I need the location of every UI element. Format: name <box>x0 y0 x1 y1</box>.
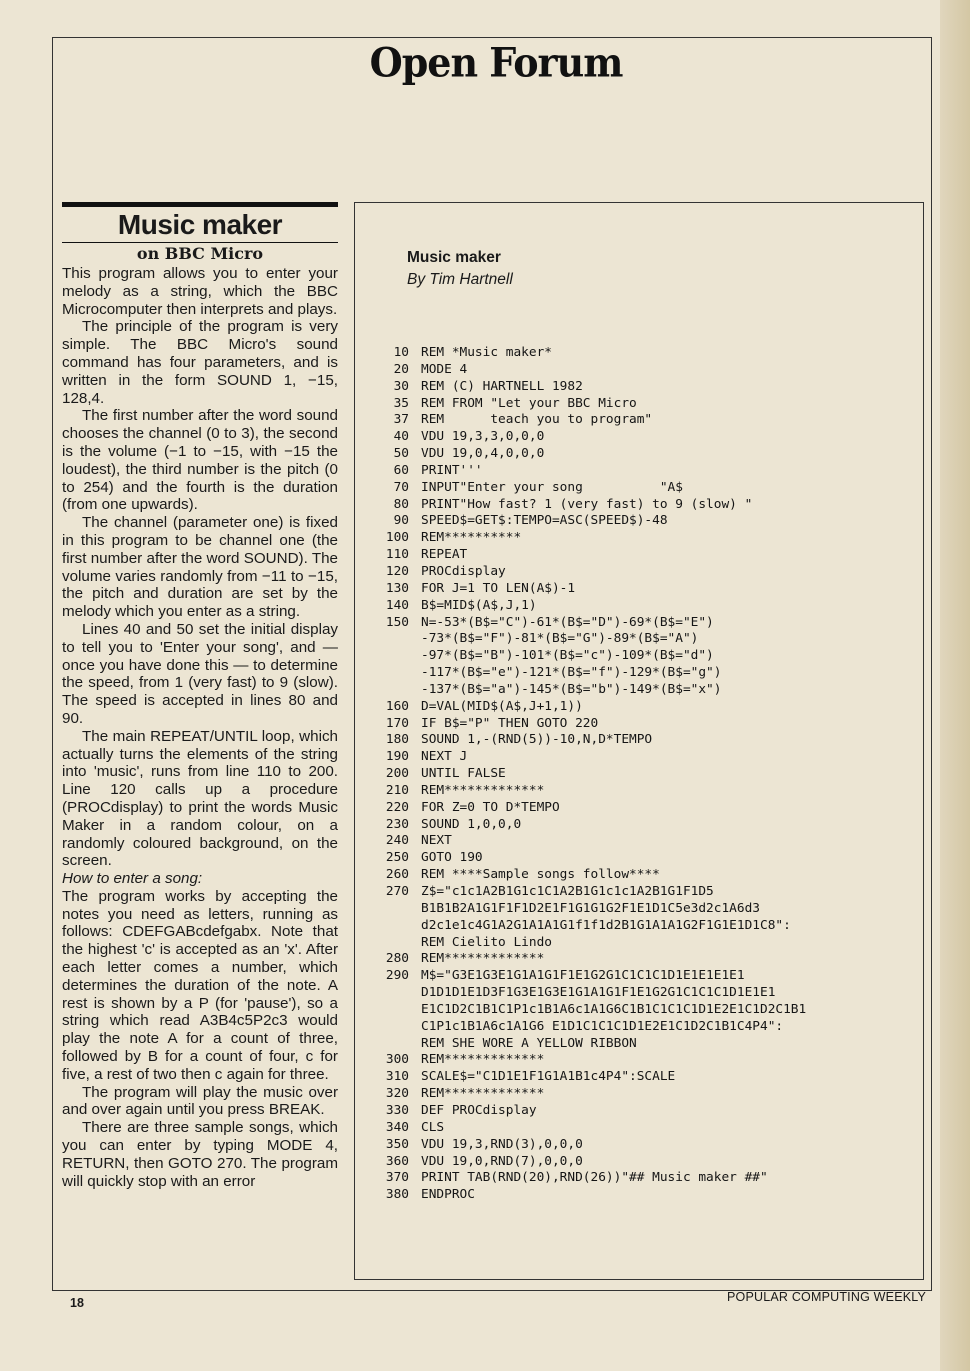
code-line <box>369 547 925 564</box>
code-line <box>369 918 925 935</box>
line-number <box>369 1019 421 1036</box>
line-number: 360 <box>385 1153 409 1169</box>
code-line <box>369 783 925 800</box>
statement: CLS <box>421 1119 445 1135</box>
article-paragraph: The principle of the program is very simple. The BBC Micro's sound command has four parameters, and is written in the form SOUND 1, −15, 128,4. <box>62 318 338 407</box>
article-subtitle: on BBC Micro <box>136 244 264 263</box>
line-number: 220 <box>385 799 409 815</box>
article-paragraph: The main REPEAT/UNTIL loop, which actually turns the elements of the string into 'music', runs from line 110 to 200. Line 120 calls up a procedure (PROCdisplay) to print the words Music Maker in a random colour, on a randomly coloured background, on the screen. <box>62 727 338 870</box>
statement: VDU 19,0,4,0,0,0 <box>421 446 545 462</box>
line-number: 190 <box>385 749 409 765</box>
listing-author: By Tim Hartnell <box>407 271 513 288</box>
statement: REM************* <box>421 951 545 967</box>
article-paragraph: The program will play the music over and over again until you press BREAK. <box>62 1083 338 1119</box>
code-line <box>369 935 925 952</box>
statement: REM************* <box>421 1052 545 1068</box>
line-number: 150 <box>385 614 409 630</box>
line-number: 35 <box>393 395 409 411</box>
line-number: 200 <box>385 766 409 782</box>
article-column <box>62 202 338 1190</box>
code-line <box>369 1137 925 1154</box>
code-line <box>369 867 925 884</box>
article-paragraph: The program works by accepting the notes you need as letters, running as follows: CDEFGABcdefgabx. Note that the highest 'c' is accepted as an 'x'. After each letter comes a number, which determines the duration of the note. A rest is shown by a P (for 'pause'), so a string which read A3B4c5P2c3 would play the note A for a count of three, followed by B for a count of four, c for five, a rest of two then c again for three. <box>62 887 338 1083</box>
code-line <box>369 379 925 396</box>
code-line <box>369 749 925 766</box>
statement: Z$="c1c1A2B1G1c1C1A2B1G1c1c1A2B1G1F1D5 <box>421 884 714 899</box>
line-number: 30 <box>393 378 409 394</box>
statement: REM Cielito Lindo <box>421 934 552 950</box>
code-line <box>369 968 925 985</box>
line-number: 100 <box>385 530 409 546</box>
line-number <box>369 631 421 648</box>
code-line <box>369 497 925 514</box>
statement: E1C1D2C1B1C1P1c1B1A6c1A1G6C1B1C1C1C1D1E2E1C1D2C1B1 <box>421 1001 807 1017</box>
line-number <box>369 1002 421 1019</box>
statement: REM ****Sample songs follow**** <box>421 867 660 883</box>
code-line <box>369 1002 925 1019</box>
line-number: 50 <box>393 446 409 462</box>
code-line <box>369 648 925 665</box>
code-line <box>369 1170 925 1187</box>
line-number: 20 <box>393 361 409 377</box>
line-number: 300 <box>385 1052 409 1068</box>
statement: ENDPROC <box>421 1187 475 1203</box>
statement: REM (C) HARTNELL 1982 <box>421 378 583 394</box>
statement: REM************* <box>421 1086 545 1102</box>
code-line <box>369 513 925 530</box>
line-number <box>369 935 421 952</box>
line-number: 230 <box>385 816 409 832</box>
statement: PROCdisplay <box>421 563 506 579</box>
line-number: 260 <box>385 867 409 883</box>
statement: FOR J=1 TO LEN(A$)-1 <box>421 580 576 596</box>
program-listing-box <box>354 202 924 1280</box>
code-line <box>369 884 925 901</box>
page-edge <box>940 0 970 1371</box>
code-line <box>369 1120 925 1137</box>
line-number: 170 <box>385 715 409 731</box>
code-line <box>369 901 925 918</box>
article-body <box>62 265 338 1190</box>
line-number: 250 <box>385 850 409 866</box>
line-number: 330 <box>385 1102 409 1118</box>
article-paragraph: Lines 40 and 50 set the initial display to tell you to 'Enter your song', and — once you have done this — to determine the speed, from 1 (very fast) to 9 (slow). The speed is accepted in lines 80 and 90. <box>62 620 338 727</box>
statement: SOUND 1,-(RND(5))-10,N,D*TEMPO <box>421 732 653 748</box>
line-number: 140 <box>385 597 409 613</box>
code-line <box>369 1069 925 1086</box>
code-line <box>369 716 925 733</box>
publication-name: POPULAR COMPUTING WEEKLY <box>727 1290 927 1304</box>
statement: REPEAT <box>421 547 468 563</box>
article-subhead: How to enter a song: <box>62 870 203 888</box>
code-line <box>369 412 925 429</box>
statement: N=-53*(B$="C")-61*(B$="D")-69*(B$="E") <box>421 614 714 630</box>
line-number <box>369 648 421 665</box>
line-number: 350 <box>385 1136 409 1152</box>
statement: D=VAL(MID$(A$,J+1,1)) <box>421 698 583 714</box>
line-number <box>369 682 421 699</box>
line-number: 290 <box>385 968 409 984</box>
code-line <box>369 581 925 598</box>
line-number: 10 <box>393 345 409 360</box>
line-number: 90 <box>393 513 409 529</box>
statement: GOTO 190 <box>421 850 483 866</box>
article-title: Music maker <box>62 209 338 243</box>
code-line <box>369 446 925 463</box>
code-line <box>369 833 925 850</box>
code-line <box>369 463 925 480</box>
statement: -73*(B$="F")-81*(B$="G")-89*(B$="A") <box>421 631 699 647</box>
line-number <box>369 1036 421 1053</box>
line-number: 320 <box>385 1086 409 1102</box>
code-line <box>369 665 925 682</box>
line-number <box>369 918 421 935</box>
statement: IF B$="P" THEN GOTO 220 <box>421 715 599 731</box>
statement: D1D1D1E1D3F1G3E1G3E1G1A1G1F1E1G2G1C1C1C1D1E1E1 <box>421 985 776 1001</box>
statement: -97*(B$="B")-101*(B$="c")-109*(B$="d") <box>421 648 714 664</box>
code-line <box>369 564 925 581</box>
line-number <box>369 985 421 1002</box>
code-line <box>369 631 925 648</box>
code-line <box>369 766 925 783</box>
line-number: 340 <box>385 1119 409 1135</box>
line-number: 270 <box>385 884 409 899</box>
section-title: Open Forum <box>369 38 623 87</box>
statement: SOUND 1,0,0,0 <box>421 816 522 832</box>
line-number: 180 <box>385 732 409 748</box>
line-number <box>369 665 421 682</box>
line-number: 160 <box>385 698 409 714</box>
article-paragraph: There are three sample songs, which you can enter by typing MODE 4, RETURN, then GOTO 270. The program will quickly stop with an error <box>62 1119 338 1190</box>
statement: VDU 19,0,RND(7),0,0,0 <box>421 1153 583 1169</box>
code-line <box>369 1052 925 1069</box>
statement: PRINT"How fast? 1 (very fast) to 9 (slow) " <box>421 496 753 512</box>
statement: VDU 19,3,RND(3),0,0,0 <box>421 1136 583 1152</box>
statement: B$=MID$(A$,J,1) <box>421 597 537 613</box>
code-listing <box>369 345 925 1204</box>
article-paragraph: The channel (parameter one) is fixed in this program to be channel one (the first number after the word SOUND). The volume varies randomly from −11 to −15, the pitch and duration are set by the melody which you enter as a string. <box>62 514 338 621</box>
code-line <box>369 1103 925 1120</box>
statement: SPEED$=GET$:TEMPO=ASC(SPEED$)-48 <box>421 513 668 529</box>
line-number: 60 <box>393 462 409 478</box>
code-line <box>369 1036 925 1053</box>
statement: C1P1c1B1A6c1A1G6 E1D1C1C1C1D1E2E1C1D2C1B1C4P4": <box>421 1018 784 1034</box>
title-rule <box>62 202 338 207</box>
code-line <box>369 362 925 379</box>
code-line <box>369 1086 925 1103</box>
code-line <box>369 530 925 547</box>
code-line <box>369 345 925 362</box>
statement: INPUT"Enter your song "A$ <box>421 479 683 495</box>
statement: d2c1e1c4G1A2G1A1A1G1f1f1d2B1G1A1A1G2F1G1E1D1C8": <box>421 917 791 933</box>
line-number: 110 <box>385 547 409 563</box>
statement: DEF PROCdisplay <box>421 1102 537 1118</box>
page-number: 18 <box>70 1296 84 1310</box>
statement: PRINT TAB(RND(20),RND(26))"## Music maker ##" <box>421 1170 768 1186</box>
code-line <box>369 817 925 834</box>
code-line <box>369 1154 925 1171</box>
statement: SCALE$="C1D1E1F1G1A1B1c4P4":SCALE <box>421 1069 676 1085</box>
line-number: 80 <box>393 496 409 512</box>
listing-title: Music maker <box>407 249 501 266</box>
statement: REM *Music maker* <box>421 345 552 360</box>
line-number: 310 <box>385 1069 409 1085</box>
statement: REM SHE WORE A YELLOW RIBBON <box>421 1035 637 1051</box>
code-line <box>369 699 925 716</box>
statement: FOR Z=0 TO D*TEMPO <box>421 799 560 815</box>
line-number: 370 <box>385 1170 409 1186</box>
line-number: 37 <box>393 412 409 428</box>
line-number <box>369 901 421 918</box>
code-line <box>369 1019 925 1036</box>
statement: REM FROM "Let your BBC Micro <box>421 395 637 411</box>
statement: M$="G3E1G3E1G1A1G1F1E1G2G1C1C1C1D1E1E1E1E1 <box>421 968 745 984</box>
code-line <box>369 951 925 968</box>
code-line <box>369 850 925 867</box>
statement: NEXT J <box>421 749 468 765</box>
code-line <box>369 615 925 632</box>
statement: NEXT <box>421 833 452 849</box>
line-number: 130 <box>385 580 409 596</box>
line-number: 280 <box>385 951 409 967</box>
statement: B1B1B2A1G1F1F1D2E1F1G1G1G2F1E1D1C5e3d2c1A6d3 <box>421 900 760 916</box>
line-number: 70 <box>393 479 409 495</box>
statement: VDU 19,3,3,0,0,0 <box>421 429 545 445</box>
line-number: 120 <box>385 563 409 579</box>
code-line <box>369 480 925 497</box>
statement: PRINT''' <box>421 462 483 478</box>
code-line <box>369 1187 925 1204</box>
article-paragraph: This program allows you to enter your melody as a string, which the BBC Microcomputer then interprets and plays. <box>62 265 338 318</box>
statement: -137*(B$="a")-145*(B$="b")-149*(B$="x") <box>421 681 722 697</box>
code-line <box>369 732 925 749</box>
line-number: 380 <box>385 1187 409 1203</box>
article-paragraph: The first number after the word sound chooses the channel (0 to 3), the second is the volume (−1 to −15, with −15 the loudest), the third number is the pitch (0 to 254) and the fourth is the duration (from one upwards). <box>62 407 338 514</box>
statement: REM********** <box>421 530 522 546</box>
code-line <box>369 396 925 413</box>
statement: MODE 4 <box>421 361 468 377</box>
statement: REM************* <box>421 782 545 798</box>
statement: -117*(B$="e")-121*(B$="f")-129*(B$="g") <box>421 665 722 681</box>
code-line <box>369 985 925 1002</box>
code-line <box>369 800 925 817</box>
code-line <box>369 682 925 699</box>
statement: UNTIL FALSE <box>421 766 506 782</box>
code-line <box>369 429 925 446</box>
line-number: 240 <box>385 833 409 849</box>
statement: REM teach you to program" <box>421 412 653 428</box>
line-number: 40 <box>393 429 409 445</box>
code-line <box>369 598 925 615</box>
line-number: 210 <box>385 782 409 798</box>
